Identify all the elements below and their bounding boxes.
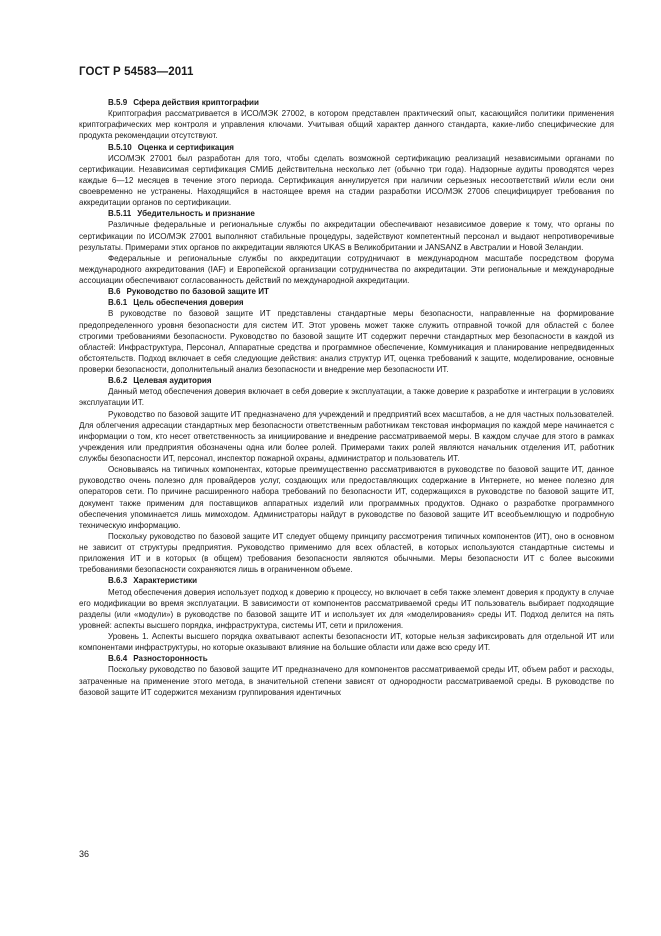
body-paragraph: Руководство по базовой защите ИТ предназначено для учреждений и предприятий всех масштабов, а не для частных пользователей. Для облегчения адресации стандартных мер безопасности ответственным работникам текстовая информация по каждой мере начинается с информации о том, кто несет ответственность за инициирование и внедрение рассматриваемой меры. В каждом случае для этого в рамках учреждения или предприятия обозначены одна или более ролей. Примерами таких ролей являются начальник отделения ИТ, работник службы безопасности ИТ, персонал, инспектор пожарной охраны, администратор и пользователь ИТ. [79,409,614,463]
section-heading [79,142,614,153]
section-heading [79,653,614,664]
standard-code-header: ГОСТ Р 54583—2011 [79,66,194,78]
section-title: Характеристики [133,576,198,586]
section-heading [79,208,614,219]
section-number: В.6.1 [108,298,128,308]
section-title: Разносторонность [133,654,208,664]
section-title: Целевая аудитория [133,376,212,386]
section-heading [79,297,614,308]
section-title: Сфера действия криптографии [133,98,259,107]
body-paragraph: Федеральные и региональные службы по аккредитации сотрудничают в международном масштабе посредством форума международного аккредитования (IAF) и Европейской организации сотрудничества по аккредитации. Эти региональные и международные ассоциации обеспечивают согласованность действий по международной аккредитации. [79,253,614,285]
section-title: Оценка и сертификация [137,142,234,152]
body-paragraph: Данный метод обеспечения доверия включает в себя доверие к эксплуатации, а также доверие к разработке и интеграции в условиях эксплуатации ИТ. [79,387,614,408]
section-number: В.6.4 [108,654,128,664]
body-paragraph: Метод обеспечения доверия использует подход к доверию к процессу, но включает в себя также элемент доверия к продукту в случае его модификации во время эксплуатации. В зависимости от компонентов рассматриваемой среды ИТ пользователь выбирает подходящие разделы (или «модули») в руководстве по базовой защите ИТ и использует их для «моделирования» среды ИТ. Подход делится на пять уровней: аспекты высшего порядка, инфраструктура, системы ИТ, сети и приложения. [79,587,614,630]
body-paragraph: Поскольку руководство по базовой защите ИТ следует общему принципу рассмотрения типичных компонентов (ИТ), оно в основном не зависит от структуры предприятия. Руководство применимо для всех областей, в которых используются стандартные системы и приложения ИТ и в которых (в общем) требования безопасности являются обычными. Меры безопасности ИТ с более высокими требованиями безопасности сохраняются лишь в ограниченном объеме. [79,531,614,575]
section-number: В.6 [108,287,121,297]
body-paragraph: Уровень 1. Аспекты высшего порядка охватывают аспекты безопасности ИТ, которые нельзя зафиксировать для отдельной ИТ или компонентами инфраструктуры, но которые оказывают влияние на большие области или даже всю среду ИТ. [79,632,614,653]
body-paragraph: Основываясь на типичных компонентах, которые преимущественно рассматриваются в руководстве по базовой защите ИТ, данное руководство очень полезно для провайдеров услуг, создающих или предоставляющих содержание в Интернете, но менее полезно для операторов сети. По причине расширенного набора требований по безопасности ИТ, содержащихся в руководстве по базовой защите ИТ, документ также применим для поставщиков аппаратных изделий или программных продуктов. Однако о разработке программного обеспечения упоминается лишь мимоходом. Администраторы найдут в руководстве по базовой защите ИТ всеобъемлющую и подробную техническую информацию. [79,465,614,530]
section-heading [79,97,614,108]
section-heading [79,286,614,297]
body-paragraph: Поскольку руководство по базовой защите ИТ предназначено для компонентов рассматриваемой среды ИТ, объем работ и расходы, затраченные на применение этого метода, в значительной степени зависят от однородности рассматриваемой среды. В руководстве по базовой защите ИТ содержится механизм группирования идентичных [79,665,614,697]
body-paragraph: Различные федеральные и региональные службы по аккредитации обеспечивают независимое доверие к тому, что органы по сертификации по ИСО/МЭК 27001 выполняют стабильные процедуры, задействуют компетентный персонал и выдают непротиворечивые результаты. Примерами этих органов по аккредитации являются UKAS в Великобритании и JANSANZ в Австралии и Новой Зеландии. [79,220,614,252]
section-number: В.6.3 [108,576,128,586]
document-body [79,97,614,698]
section-number: В.5.11 [108,209,132,219]
section-title: Руководство по базовой защите ИТ [126,287,269,297]
section-number: В.5.10 [108,142,132,152]
section-heading [79,375,614,386]
page-number: 36 [79,849,90,859]
body-paragraph: В руководстве по базовой защите ИТ представлены стандартные меры безопасности, направленные на формирование предопределенного уровня безопасности для систем ИТ. Этот уровень может также служить отправной точкой для областей с более строгими требованиями безопасности. Руководство по базовой защите ИТ содержит перечни стандартных мер безопасности в каждой из областей: Инфраструктура, Персонал, Аппаратные средства и программное обеспечение, Коммуникация и планирование непредвиденных обстоятельств. Подход включает в себя следующие действия: анализ структур ИТ, оценка требований к защите, моделирование, основные проверки безопасности, дополнительный анализ безопасности и внедрение мер безопасности ИТ. [79,309,614,374]
section-number: В.6.2 [108,376,128,386]
body-paragraph: Криптография рассматривается в ИСО/МЭК 27002, в котором представлен практический опыт, касающийся политики применения криптографических мер контроля и управления ключами. Учитывая общий характер данного стандарта, какие-либо специфические для продукта рекомендации отсутствуют. [79,109,614,141]
section-title: Цель обеспечения доверия [133,298,244,308]
section-title: Убедительность и признание [137,209,255,219]
section-heading [79,575,614,586]
section-number: В.5.9 [108,98,128,107]
body-paragraph: ИСО/МЭК 27001 был разработан для того, чтобы сделать возможной сертификацию реализаций независимыми органами по сертификации. Независимая сертификация СМИБ действительна несколько лет (обычно три года). Надзорные аудиты проводятся через каждые 6—12 месяцев в течение этого периода. Сертификация аннулируется при наличии серьезных несоответствий и/или если они своевременно не устранены. Находящийся в настоящее время на стадии разработки ИСО/МЭК 27006 специфицирует требования по аккредитации органов по сертификации. [79,153,614,208]
